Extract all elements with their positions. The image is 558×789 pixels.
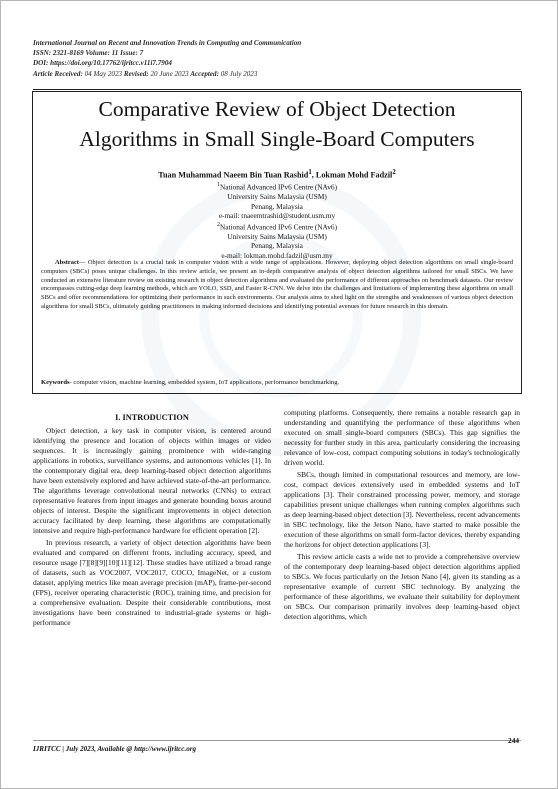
footer-rule bbox=[33, 740, 521, 741]
section-heading-introduction: I. INTRODUCTION bbox=[115, 413, 189, 422]
received-label: Article Received: bbox=[33, 69, 83, 78]
left-column bbox=[33, 411, 271, 630]
paragraph-continued: computing platforms. Consequently, there remains a notable research gap in understanding and quantifying the performance of these algorithms when executed on small single-board computers (SBCs). This gap signifies the necessity for further study in this area, particularly considering the increasing relevance of low-cost, compact computing solutions in today's technologically driven world. bbox=[284, 408, 520, 467]
title-abstract-box bbox=[32, 91, 522, 394]
paper-title bbox=[33, 94, 521, 154]
journal-header bbox=[33, 38, 533, 79]
author-2: Lokman Mohd Fadzil bbox=[315, 170, 393, 180]
affiliation-1-line-3: Penang, Malaysia bbox=[251, 201, 303, 211]
accepted-label: Accepted: bbox=[190, 69, 219, 78]
affiliation-2-email: e-mail: lokman.mohd.fadzil@usm.my bbox=[221, 251, 333, 260]
author-1: Tuan Muhammad Naeem Bin Tuan Rashid bbox=[158, 170, 309, 180]
paragraph: Object detection, a key task in computer vision, is centered around identifying the presence and location of objects within images or video sequences. It is increasingly gaining prominence with wide-ranging applications in robotics, surveillance systems, and autonomous vehicles [1]. In the contemporary digital era, deep learning-based object detection algorithms have been extensively explored and have achieved state-of-the-art performance. The algorithms leverage convolutional neural networks (CNNs) to extract representative features from input images and generate bounding boxes around objects of interest. Despite the significant improvements in object detection accuracy facilitated by deep learning, these algorithms are computationally intensive and require high-performance hardware for efficient operation [2]. bbox=[33, 426, 271, 535]
author-1-sup: 1 bbox=[308, 169, 312, 176]
journal-name: International Journal on Recent and Innovation Trends in Computing and Communication bbox=[33, 39, 302, 47]
paragraph: In previous research, a variety of object detection algorithms have been evaluated and compared on different fronts, including accuracy, speed, and resource usage [7][8][9][10][11][12]. These studies have utilized a broad range of datasets, such as VOC2007, VOC2017, COCO, ImageNet, or a custom dataset, applying metrics like mean average precision (mAP), frame-per-second (FPS), receiver operating characteristic (ROC), training time, and precision for a comprehensive evaluation. Despite their considerable contributions, most investigations have been constrained to industrial-grade systems or high-performance bbox=[33, 538, 271, 627]
page-number: 244 bbox=[508, 736, 519, 745]
affiliation-1-line-2: University Sains Malaysia (USM) bbox=[227, 192, 327, 202]
right-column bbox=[284, 408, 520, 624]
header-rule bbox=[33, 89, 521, 90]
author-2-sup: 2 bbox=[392, 169, 396, 176]
journal-doi: DOI: https://doi.org/10.17762/ijritcc.v11i7.7904 bbox=[33, 59, 172, 68]
article-dates bbox=[33, 69, 533, 79]
keywords-label: Keywords bbox=[41, 379, 70, 386]
abstract-label: Abstract bbox=[55, 259, 79, 266]
revised-value: 20 June 2023 bbox=[150, 69, 189, 78]
author-list bbox=[33, 169, 521, 180]
affiliation-2-sup: 2 bbox=[216, 221, 221, 228]
paragraph: SBCs, though limited in computational resources and memory, are low-cost, compact devices extensively used in embedded systems and IoT applications [3]. Their constrained processing power, memory, and storage capabilities present unique challenges when running complex algorithms such as deep learning-based object detection [3]. Nevertheless, recent advancements in SBC technology, like the Jetson Nano, have started to make possible the execution of these algorithms on small form-factor devices, thereby expanding the horizons for object detection applications [3]. bbox=[284, 470, 520, 549]
revised-label: Revised: bbox=[123, 69, 149, 78]
affiliations bbox=[33, 181, 521, 261]
abstract bbox=[41, 259, 513, 312]
abstract-text: — Object detection is a crucial task in computer vision with a wide range of applications. However, deploying object detection algorithms on small single-board computers (SBCs) poses unique challenges. In this review article, we present an in-depth comparative analysis of object detection algorithms tailored for small SBCs. We have conducted an extensive literature review on existing research in object detection algorithms and evaluated the performance of different approaches on benchmark datasets. Our review encompasses cutting-edge deep learning methods, which are YOLO, SSD, and Faster R-CNN. We delve into the challenges and limitations of implementing these algorithms on small SBCs and offer recommendations for optimizing their performance in such environments. Our analysis aims to shed light on the strengths and weaknesses of various object detection algorithms for small SBCs, ultimately guiding practitioners in making informed decisions and identifying potential avenues for future research in this domain. bbox=[41, 259, 513, 310]
title-line-2: Algorithms in Small Single-Board Computers bbox=[79, 127, 475, 151]
author-separator: , bbox=[311, 170, 316, 180]
paragraph: This review article casts a wide net to provide a comprehensive overview of the contemporary deep learning-based object detection algorithms applied to SBCs. We focus particularly on the Jetson Nano [4], given its standing as a representative example of current SBC technology. By analyzing the performance of these algorithms, we evaluate their suitability for deployment on SBCs. Our comparison primarily involves deep learning-based object detection algorithms, which bbox=[284, 552, 520, 621]
accepted-value: 08 July 2023 bbox=[220, 69, 258, 78]
affiliation-1-email: e-mail: tnaeemtrashid@student.usm.my bbox=[218, 211, 336, 221]
affiliation-2-line-2: University Sains Malaysia (USM) bbox=[227, 231, 327, 241]
title-line-1: Comparative Review of Object Detection bbox=[98, 97, 456, 121]
affiliation-1-sup: 1 bbox=[216, 182, 221, 188]
journal-issn: ISSN: 2321-8169 Volume: 11 Issue: 7 bbox=[33, 49, 144, 58]
received-value: 04 May 2023 bbox=[84, 69, 123, 78]
keywords-text: - computer vision, machine learning, embedded system, IoT applications, performance benchmarking. bbox=[69, 379, 340, 386]
affiliation-2-line-3: Penang, Malaysia bbox=[251, 241, 303, 251]
footer-journal-link: IJRITCC | July 2023, Available @ http://www.ijritcc.org bbox=[33, 745, 197, 753]
affiliation-2-line-1: $^2$National Advanced IPv6 Centre (NAv6) bbox=[216, 221, 338, 232]
keywords bbox=[41, 379, 513, 387]
affiliation-1-line-1: $^1$National Advanced IPv6 Centre (NAv6) bbox=[216, 182, 338, 192]
